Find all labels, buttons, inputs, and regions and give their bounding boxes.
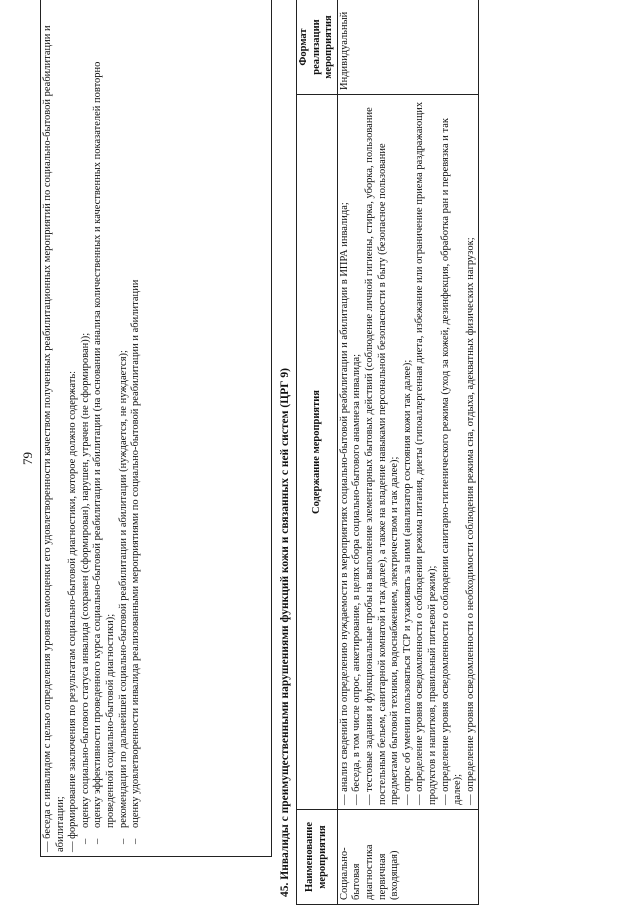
table-row [41, 0, 272, 857]
section-title: 45. Инвалиды с преимущественными нарушениями функций кожи и связанных с ней систем (ЦРГ 9) [279, 368, 291, 897]
list-item: — беседа, в том числе опрос, анкетирование, в целях сбора социально-бытового анамнеза инвалида; [351, 353, 363, 805]
activity-format: Индивидуальный [337, 0, 479, 95]
activity-name: Социально-бытовая диагностика первичная (входящая) [337, 810, 479, 905]
list-subitem: – оценку эффективности проведенного курса социально-бытовой реабилитации и абилитации (на основании анализа количественных и качественных показателей повторно проведенной социально-бытовой диагностики); [92, 61, 116, 844]
page-number: 79 [20, 452, 35, 465]
table-header-row [297, 0, 338, 905]
list-item: — беседа с инвалидом с целью определения уровня самооценки его удовлетворенности качеством полученных реабилитационных мероприятий по социально-бытовой реабилитации и абилитации; [42, 25, 66, 852]
activity-content [337, 95, 479, 810]
list-item: — определение уровня осведомленности о необходимости соблюдения режима сна, отдыха, адекватных физических нагрузок; [464, 237, 476, 805]
table-row [337, 0, 479, 905]
list-item: — формирование заключения по результатам социально-бытовой диагностики, которое должно содержать: [67, 370, 79, 852]
header-format: Формат реализации мероприятия [297, 0, 338, 95]
list-subitem: – рекомендации по дальнейшей социально-бытовой реабилитации и абилитации (нуждается, не нуждается); [117, 350, 129, 844]
header-name: Наименование мероприятия [297, 810, 338, 905]
list-subitem: – оценку социально-бытового статуса инвалида (сохранен (сформирован), нарушен, утрачен (не сформирован)); [79, 332, 91, 844]
list-item: — определение уровня осведомленности о соблюдении режима питания, диеты (гипоаллергенная диета, избежание или ограничение приема раздражающих продуктов и напитков, правильный питьевой режим); [414, 101, 438, 805]
continuation-cell [41, 0, 272, 857]
continuation-table [40, 0, 272, 857]
list-item: — анализ сведений по определению нуждаемости в мероприятиях социально-бытовой реабилитации и абилитации в ИПРА инвалида; [338, 202, 350, 805]
header-content: Содержание мероприятия [297, 95, 338, 810]
list-item: — определение уровня осведомленности о соблюдении санитарно-гигиенического режима (уход за кожей, дезинфекция, обработка ран и перевязка и так далее); [439, 118, 464, 805]
list-item: — опрос об умении пользоваться ТСР и ухаживать за ними (анализатор состояния кожи так далее); [401, 359, 413, 805]
activities-table [296, 0, 479, 905]
list-item: — тестовые задания и функциональные пробы на выполнение элементарных бытовых действий (соблюдение личной гигиены, стирка, уборка, пользование постельным бельем, санитарной комнатой и так далее), а также на владение навыками персональной безопасности в быту (безопасное пользование предметами бытовой техники, водоснабжением, электричеством и так далее); [363, 107, 401, 805]
list-subitem: – оценку удовлетворенности инвалида реализованными мероприятиями по социально-бытовой реабилитации и абилитации [130, 279, 142, 844]
